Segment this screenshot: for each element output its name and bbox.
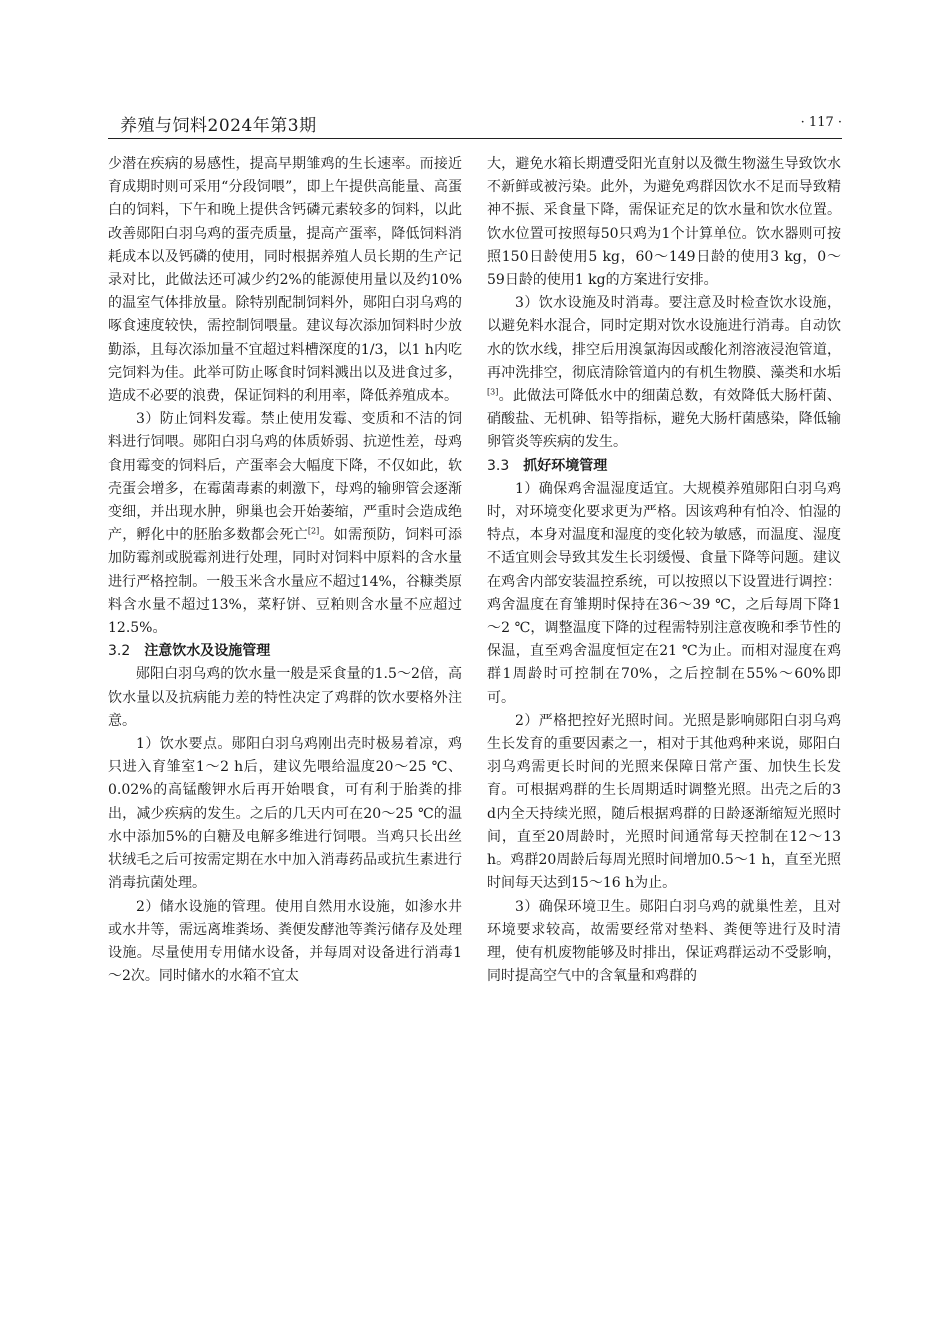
paragraph: 2）严格把控好光照时间。光照是影响郧阳白羽乌鸡生长发育的重要因素之一，相对于其他鸡种来说，郧阳白羽乌鸡需更长时间的光照来保障日常产蛋、加快生长发育。可根据鸡群的生长周期适时调整光照。出壳之后的3 d内全天持续光照，随后根据鸡群的日龄逐渐缩短光照时间，直至20周龄时，光照时间通常每天控制在12～13 h。鸡群20周龄后每周光照时间增加0.5～1 h，直至光照时间每天达到15～16 h为止。 — [487, 712, 841, 892]
section-number: 3.2 — [108, 643, 131, 660]
journal-title: 养殖与饲料2024年第3期 — [120, 116, 317, 136]
header-rule — [108, 138, 842, 139]
section-title: 抓好环境管理 — [523, 457, 608, 474]
paragraph-text: 。如需预防，饲料可添加防霉剂或脱霉剂进行处理，同时对饲料中原料的含水量进行严格控制。一般玉米含水量应不超过14%，谷糠类原料含水量不超过13%，菜籽饼、豆粕则含水量不应超过12.5%。 — [108, 527, 463, 637]
running-header — [108, 107, 842, 137]
paragraph: 1）饮水要点。郧阳白羽乌鸡刚出壳时极易着凉，鸡只进入育雏室1～2 h后，建议先喂给温度20～25 ℃、0.02%的高锰酸钾水后再开始喂食，可有利于胎粪的排出，减少疾病的发生。之后的几天内可在20～25 ℃的温水中添加5%的白糖及电解多维进行饲喂。当鸡只长出丝状绒毛之后可按需定期在水中加入消毒药品或抗生素进行消毒抗菌处理。 — [108, 736, 462, 892]
paragraph: 少潜在疾病的易感性，提高早期雏鸡的生长速率。而接近育成期时则可采用“分段饲喂”，即上午提供高能量、高蛋白的饲料，下午和晚上提供含钙磷元素较多的饲料，以此改善郧阳白羽乌鸡的蛋壳质量，提高产蛋率，降低饲料消耗成本以及钙磷的使用，同时根据养殖人员长期的生产记录对比，此做法还可减少约2%的能源使用量以及约10%的温室气体排放量。除特别配制饲料外，郧阳白羽乌鸡的啄食速度较快，需控制饲喂量。建议每次添加饲料时少放勤添，且每次添加量不宜超过料槽深度的1/3，以1 h内吃完饲料为佳。此举可防止啄食时饲料溅出以及进食过多，造成不必要的浪费，保证饲料的利用率，降低养殖成本。 — [108, 156, 462, 405]
paragraph: 3）确保环境卫生。郧阳白羽乌鸡的就巢性差，且对环境要求较高，故需要经常对垫料、粪便等进行及时清理，使有机废物能够及时排出，保证鸡群运动不受影响，同时提高空气中的含氧量和鸡群的 — [487, 898, 841, 985]
right-column — [487, 153, 841, 988]
paragraph-text: 3）饮水设施及时消毒。要注意及时检查饮水设施，以避免料水混合，同时定期对饮水设施进行消毒。自动饮水的饮水线，排空后用溴氯海因或酸化剂溶液浸泡管道，再冲洗排空，彻底清除管道内的有机生物膜、藻类和水垢 — [487, 295, 841, 381]
citation-ref[interactable]: [2] — [307, 526, 320, 536]
paragraph: 2）储水设施的管理。使用自然用水设施，如渗水井或水井等，需远离堆粪场、粪便发酵池等粪污储存及处理设施。尽量使用专用储水设备，并每周对设备进行消毒1～2次。同时储水的水箱不宜太 — [108, 898, 462, 985]
left-column — [108, 153, 462, 988]
paragraph: 郧阳白羽乌鸡的饮水量一般是采食量的1.5～2倍，高饮水量以及抗病能力差的特性决定了鸡群的饮水要格外注意。 — [108, 666, 462, 729]
section-title: 注意饮水及设施管理 — [144, 643, 271, 660]
paragraph: 1）确保鸡舍温湿度适宜。大规模养殖郧阳白羽乌鸡时，对环境变化要求更为严格。因该鸡种有怕冷、怕湿的特点，本身对温度和湿度的变化较为敏感，而温度、湿度不适宜则会导致其发生长羽缓慢、食量下降等问题。建议在鸡舍内部安装温控系统，可以按照以下设置进行调控：鸡舍温度在育雏期时保持在36～39 ℃，之后每周下降1～2 ℃，调整温度下降的过程需特别注意夜晚和季节性的保温，直至鸡舍温度恒定在21 ℃为止。而相对湿度在鸡群1周龄时可控制在70%，之后控制在55%～60%即可。 — [487, 480, 841, 706]
section-number: 3.3 — [487, 457, 510, 474]
page-number: · 117 · — [800, 115, 842, 130]
paragraph-text: 3）防止饲料发霉。禁止使用发霉、变质和不洁的饲料进行饲喂。郧阳白羽乌鸡的体质娇弱、抗逆性差，母鸡食用霉变的饲料后，产蛋率会大幅度下降，不仅如此，软壳蛋会增多，在霉菌毒素的刺激下，母鸡的输卵管会逐渐变细，并出现水肿，卵巢也会开始萎缩，严重时会造成绝产，孵化中的胚胎多数都会死亡 — [108, 411, 462, 544]
paragraph: 大，避免水箱长期遭受阳光直射以及微生物滋生导致饮水不新鲜或被污染。此外，为避免鸡群因饮水不足而导致精神不振、采食量下降，需保证充足的饮水量和饮水位置。饮水位置可按照每50只鸡为1个计算单位。饮水器则可按照150日龄使用5 kg，60～149日龄的使用3 kg，0～59日龄的使用1 kg的方案进行安排。 — [487, 156, 841, 289]
paragraph-text: 。此做法可降低水中的细菌总数，有效降低大肠杆菌、硝酸盐、无机砷、铅等指标，避免大肠杆菌感染，降低输卵管炎等疾病的发生。 — [487, 388, 841, 451]
section-heading — [487, 455, 841, 478]
citation-ref[interactable]: [3] — [487, 387, 499, 397]
paragraph — [108, 408, 462, 640]
section-heading — [108, 640, 462, 663]
paragraph — [487, 292, 841, 454]
